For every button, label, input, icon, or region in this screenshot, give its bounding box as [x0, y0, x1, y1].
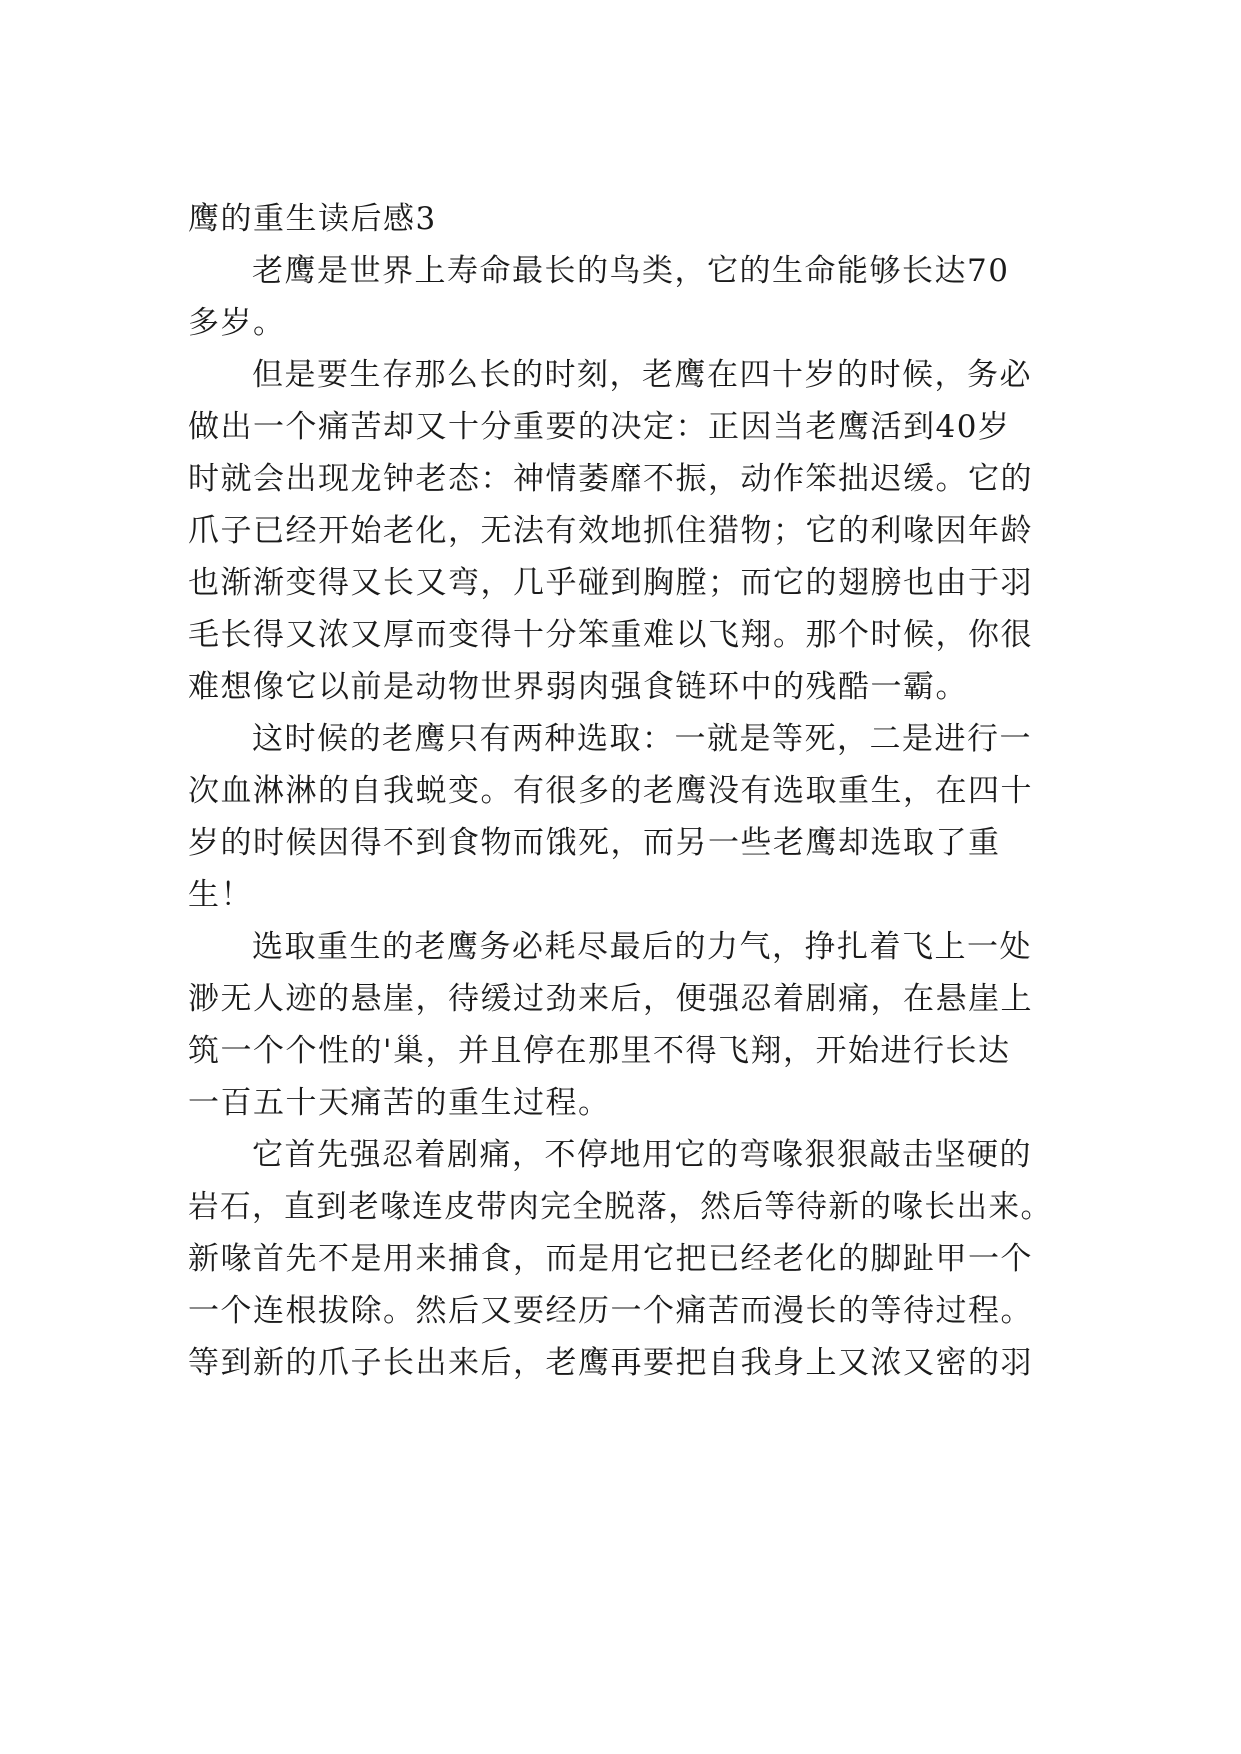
- paragraph-line: 难想像它以前是动物世界弱肉强食链环中的残酷一霸。: [188, 669, 968, 705]
- paragraph-line: 它首先强忍着剧痛，不停地用它的弯喙狠狠敲击坚硬的: [252, 1137, 1032, 1173]
- paragraph-line: 新喙首先不是用来捕食，而是用它把已经老化的脚趾甲一个: [188, 1241, 1033, 1277]
- paragraph-line: 岩石，直到老喙连皮带肉完全脱落，然后等待新的喙长出来。: [188, 1189, 1053, 1225]
- paragraph-line: 毛长得又浓又厚而变得十分笨重难以飞翔。那个时候，你很: [188, 617, 1033, 653]
- paragraph-line: 也渐渐变得又长又弯，几乎碰到胸膛；而它的翅膀也由于羽: [188, 565, 1033, 601]
- paragraph-line: 爪子已经开始老化，无法有效地抓住猎物；它的利喙因年龄: [188, 513, 1033, 549]
- paragraph-line: 这时候的老鹰只有两种选取：一就是等死，二是进行一: [252, 721, 1032, 757]
- paragraph-line: 渺无人迹的悬崖，待缓过劲来后，便强忍着剧痛，在悬崖上: [188, 981, 1033, 1017]
- paragraph-line: 老鹰是世界上寿命最长的鸟类，它的生命能够长达70: [252, 253, 1010, 289]
- paragraph-line: 但是要生存那么长的时刻，老鹰在四十岁的时候，务必: [252, 357, 1032, 393]
- paragraph-line: 等到新的爪子长出来后，老鹰再要把自我身上又浓又密的羽: [188, 1345, 1033, 1381]
- paragraph-line: 一百五十天痛苦的重生过程。: [188, 1085, 611, 1121]
- paragraph-line: 生！: [188, 877, 253, 913]
- paragraph-line: 时就会出现龙钟老态：神情萎靡不振，动作笨拙迟缓。它的: [188, 461, 1033, 497]
- paragraph-line: 次血淋淋的自我蜕变。有很多的老鹰没有选取重生，在四十: [188, 773, 1033, 809]
- paragraph-line: 筑一个个性的'巢，并且停在那里不得飞翔，开始进行长达: [188, 1033, 1011, 1069]
- document-title: 鹰的重生读后感3: [188, 201, 437, 237]
- paragraph-line: 一个连根拔除。然后又要经历一个痛苦而漫长的等待过程。: [188, 1293, 1033, 1329]
- paragraph-line: 多岁。: [188, 305, 286, 341]
- paragraph-line: 选取重生的老鹰务必耗尽最后的力气，挣扎着飞上一处: [252, 929, 1032, 965]
- document-page: [188, 0, 1053, 1754]
- paragraph-line: 做出一个痛苦却又十分重要的决定：正因当老鹰活到40岁: [188, 409, 1011, 445]
- paragraph-line: 岁的时候因得不到食物而饿死，而另一些老鹰却选取了重: [188, 825, 1001, 861]
